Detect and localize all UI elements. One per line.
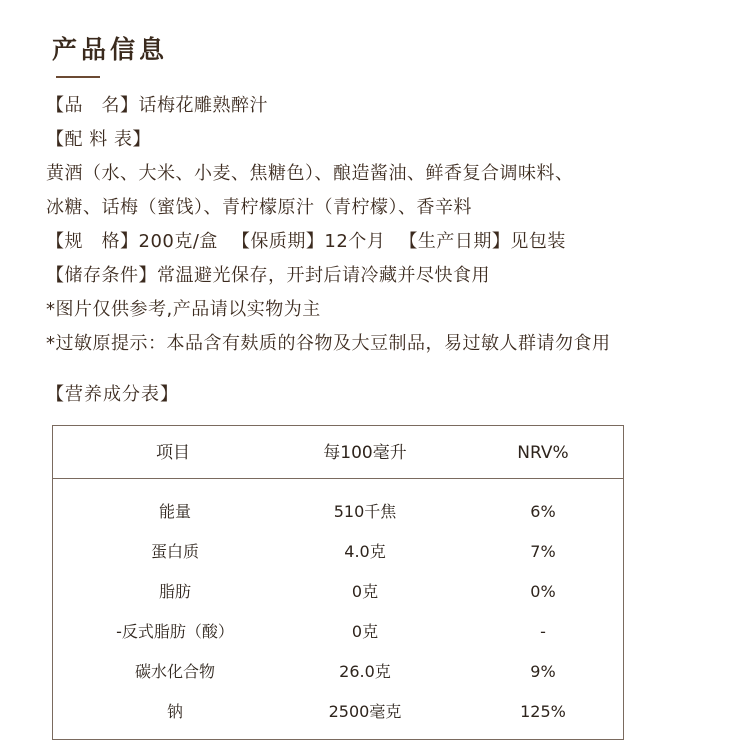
row-nrv: 125% bbox=[520, 702, 566, 721]
storage-value: 常温避光保存，开封后请冷藏并尽快食用 bbox=[157, 265, 490, 286]
storage-line bbox=[46, 259, 736, 293]
product-info-section bbox=[46, 89, 736, 361]
nutrition-heading: 【营养成分表】 bbox=[46, 384, 179, 405]
row-item: 碳水化合物 bbox=[134, 662, 215, 681]
table-row bbox=[53, 652, 623, 692]
row-item: 钠 bbox=[166, 702, 183, 721]
spec-label: 【规 格】 bbox=[46, 231, 139, 252]
title-underline bbox=[56, 76, 100, 78]
image-note: *图片仅供参考,产品请以实物为主 bbox=[46, 299, 321, 320]
row-nrv: 0% bbox=[530, 582, 556, 601]
table-header-row bbox=[53, 426, 623, 479]
row-nrv: 9% bbox=[530, 662, 556, 681]
ingredients-label-line bbox=[46, 123, 736, 157]
ingredients-text-2: 冰糖、话梅（蜜饯）、青柠檬原汁（青柠檬）、香辛料 bbox=[46, 197, 472, 218]
ingredients-text-1: 黄酒（水、大米、小麦、焦糖色）、酿造酱油、鲜香复合调味料、 bbox=[46, 163, 574, 184]
product-name-value: 话梅花雕熟醉汁 bbox=[138, 95, 268, 116]
header-nrv: NRV% bbox=[517, 443, 569, 463]
allergen-note-line bbox=[46, 327, 736, 361]
ingredients-line-1 bbox=[46, 157, 736, 191]
row-item: 能量 bbox=[158, 502, 191, 521]
row-nrv: 7% bbox=[530, 542, 556, 561]
table-row bbox=[53, 492, 623, 532]
image-note-line bbox=[46, 293, 736, 327]
nutrition-table bbox=[52, 425, 624, 740]
table-row bbox=[53, 612, 623, 652]
row-item: -反式脂肪（酸） bbox=[116, 622, 234, 641]
row-item: 蛋白质 bbox=[150, 542, 199, 561]
row-nrv: - bbox=[540, 622, 546, 641]
row-nrv: 6% bbox=[530, 502, 556, 521]
row-per-100ml: 0克 bbox=[351, 622, 379, 641]
row-per-100ml: 0克 bbox=[351, 582, 379, 601]
shelf-life-label: 【保质期】 bbox=[231, 231, 325, 252]
product-name-label: 【品 名】 bbox=[46, 95, 139, 116]
row-per-100ml: 2500毫克 bbox=[328, 702, 402, 721]
spec-value: 200克/盒 bbox=[138, 231, 218, 252]
ingredients-line-2 bbox=[46, 191, 736, 225]
page-title: 产品信息 bbox=[52, 35, 169, 64]
production-date-label: 【生产日期】 bbox=[399, 231, 511, 252]
row-per-100ml: 510千焦 bbox=[333, 502, 397, 521]
storage-label: 【储存条件】 bbox=[46, 265, 157, 286]
shelf-life-value: 12个月 bbox=[324, 231, 386, 252]
row-item: 脂肪 bbox=[158, 582, 191, 601]
header-per-100ml: 每100毫升 bbox=[323, 443, 407, 463]
ingredients-label: 【配 料 表】 bbox=[46, 129, 151, 150]
row-per-100ml: 26.0克 bbox=[339, 662, 391, 681]
spec-line bbox=[46, 225, 736, 259]
row-per-100ml: 4.0克 bbox=[344, 542, 386, 561]
table-row bbox=[53, 692, 623, 732]
product-name-line bbox=[46, 89, 736, 123]
production-date-value: 见包装 bbox=[510, 231, 566, 252]
allergen-note: *过敏原提示：本品含有麸质的谷物及大豆制品，易过敏人群请勿食用 bbox=[46, 333, 611, 354]
table-row bbox=[53, 532, 623, 572]
header-item: 项目 bbox=[156, 443, 190, 463]
table-row bbox=[53, 572, 623, 612]
